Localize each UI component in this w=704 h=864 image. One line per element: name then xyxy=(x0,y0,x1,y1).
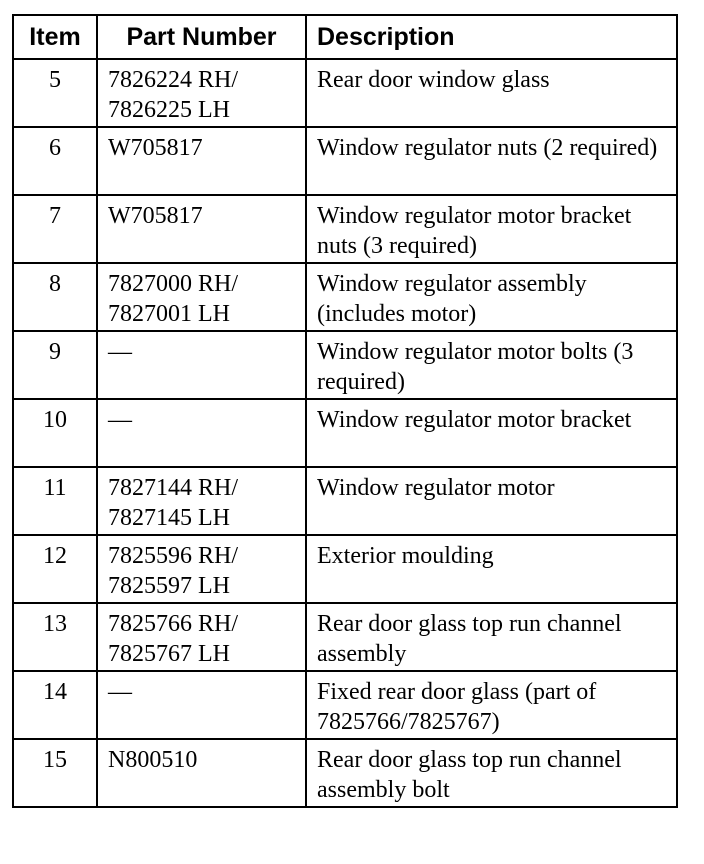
table-row xyxy=(13,739,677,807)
item-cell: 15 xyxy=(13,739,97,807)
table-row xyxy=(13,127,677,195)
item-cell: 9 xyxy=(13,331,97,399)
description-cell: Window regulator motor bracket xyxy=(306,399,677,467)
part-number-cell: 7825766 RH/ 7825767 LH xyxy=(97,603,306,671)
parts-table xyxy=(12,14,678,808)
part-number-cell: — xyxy=(97,671,306,739)
table-row xyxy=(13,195,677,263)
table-row xyxy=(13,467,677,535)
part-number-cell: 7826224 RH/ 7826225 LH xyxy=(97,59,306,127)
description-cell: Window regulator motor xyxy=(306,467,677,535)
part-number-cell: 7825596 RH/ 7825597 LH xyxy=(97,535,306,603)
part-number-cell: — xyxy=(97,331,306,399)
table-row xyxy=(13,399,677,467)
table-row xyxy=(13,59,677,127)
table-row xyxy=(13,535,677,603)
description-cell: Window regulator motor bracket nuts (3 required) xyxy=(306,195,677,263)
item-cell: 7 xyxy=(13,195,97,263)
part-number-cell: W705817 xyxy=(97,195,306,263)
part-number-cell: 7827144 RH/ 7827145 LH xyxy=(97,467,306,535)
table-row xyxy=(13,263,677,331)
description-cell: Rear door glass top run channel assembly bolt xyxy=(306,739,677,807)
table-body xyxy=(13,59,677,807)
header-item: Item xyxy=(13,15,97,59)
header-description: Description xyxy=(306,15,677,59)
item-cell: 6 xyxy=(13,127,97,195)
description-cell: Fixed rear door glass (part of 7825766/7825767) xyxy=(306,671,677,739)
part-number-cell: W705817 xyxy=(97,127,306,195)
part-number-cell: N800510 xyxy=(97,739,306,807)
part-number-cell: — xyxy=(97,399,306,467)
description-cell: Window regulator motor bolts (3 required) xyxy=(306,331,677,399)
item-cell: 14 xyxy=(13,671,97,739)
description-cell: Rear door glass top run channel assembly xyxy=(306,603,677,671)
table-header xyxy=(13,15,677,59)
item-cell: 5 xyxy=(13,59,97,127)
table-row xyxy=(13,331,677,399)
item-cell: 13 xyxy=(13,603,97,671)
description-cell: Rear door window glass xyxy=(306,59,677,127)
description-cell: Exterior moulding xyxy=(306,535,677,603)
item-cell: 8 xyxy=(13,263,97,331)
item-cell: 11 xyxy=(13,467,97,535)
header-part-number: Part Number xyxy=(97,15,306,59)
item-cell: 12 xyxy=(13,535,97,603)
table-row xyxy=(13,603,677,671)
part-number-cell: 7827000 RH/ 7827001 LH xyxy=(97,263,306,331)
item-cell: 10 xyxy=(13,399,97,467)
description-cell: Window regulator nuts (2 required) xyxy=(306,127,677,195)
description-cell: Window regulator assembly (includes motor) xyxy=(306,263,677,331)
table-row xyxy=(13,671,677,739)
header-row xyxy=(13,15,677,59)
